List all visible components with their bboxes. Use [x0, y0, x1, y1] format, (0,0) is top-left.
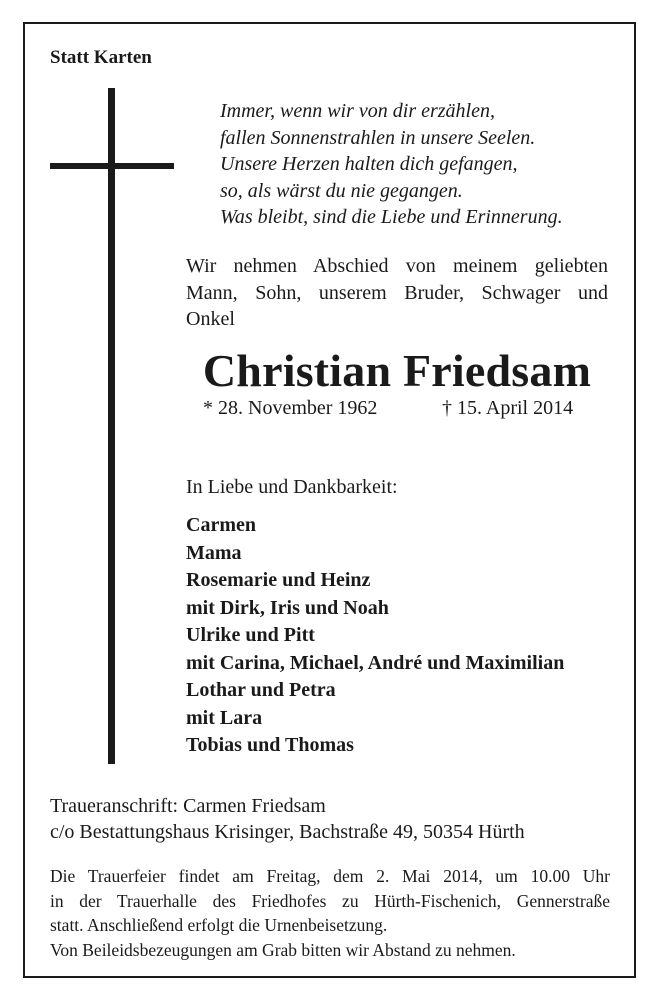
ceremony-line: Die Trauerfeier findet am Freitag, dem 2. Mai 2014, um 10.00 Uhr — [50, 866, 610, 886]
signer: mit Lara — [186, 706, 263, 729]
poem-line: fallen Sonnenstrahlen in unsere Seelen. — [220, 126, 536, 149]
intro-line: Mann, Sohn, unserem Bruder, Schwager und — [186, 281, 608, 304]
ceremony-line: in der Trauerhalle des Friedhofes zu Hürth-Fischenich, Gennerstraße — [50, 890, 610, 911]
signer: Rosemarie und Heinz — [186, 569, 371, 591]
poem — [220, 98, 563, 231]
signer: Tobias und Thomas — [186, 734, 354, 756]
cross-icon-crossbar — [50, 163, 174, 169]
ceremony-line: Von Beileidsbezeugungen am Grab bitten wir Abstand zu nehmen. — [50, 939, 516, 960]
signer: Carmen — [186, 514, 256, 536]
signers-list — [186, 512, 564, 760]
mourning-address — [50, 793, 525, 845]
poem-line: so, als wärst du nie gegangen. — [220, 179, 463, 202]
cross-icon — [108, 88, 115, 764]
address-line: Traueranschrift: Carmen Friedsam — [50, 795, 326, 817]
signer: mit Dirk, Iris und Noah — [186, 596, 389, 619]
poem-line: Unsere Herzen halten dich gefangen, — [220, 153, 518, 175]
death-date: † 15. April 2014 — [442, 397, 574, 419]
signer: Lothar und Petra — [186, 679, 336, 701]
signer: Ulrike und Pitt — [186, 624, 315, 646]
intro-line: Wir nehmen Abschied von meinem geliebten — [186, 255, 608, 277]
poem-line: Was bleibt, sind die Liebe und Erinnerung. — [220, 206, 563, 228]
deceased-name: Christian Friedsam — [202, 345, 592, 396]
ceremony-line: statt. Anschließend erfolgt die Urnenbeisetzung. — [50, 915, 388, 935]
header-statt-karten: Statt Karten — [50, 47, 152, 68]
gratitude-line: In Liebe und Dankbarkeit: — [186, 476, 398, 498]
signer: mit Carina, Michael, André und Maximilian — [186, 651, 565, 674]
signer: Mama — [186, 541, 242, 564]
address-line: c/o Bestattungshaus Krisinger, Bachstraße 49, 50354 Hürth — [50, 821, 525, 843]
birth-date: * 28. November 1962 — [203, 397, 378, 419]
ceremony-info — [50, 864, 610, 962]
poem-line: Immer, wenn wir von dir erzählen, — [220, 100, 495, 122]
intro-text — [186, 253, 608, 333]
intro-line: Onkel — [186, 308, 235, 330]
